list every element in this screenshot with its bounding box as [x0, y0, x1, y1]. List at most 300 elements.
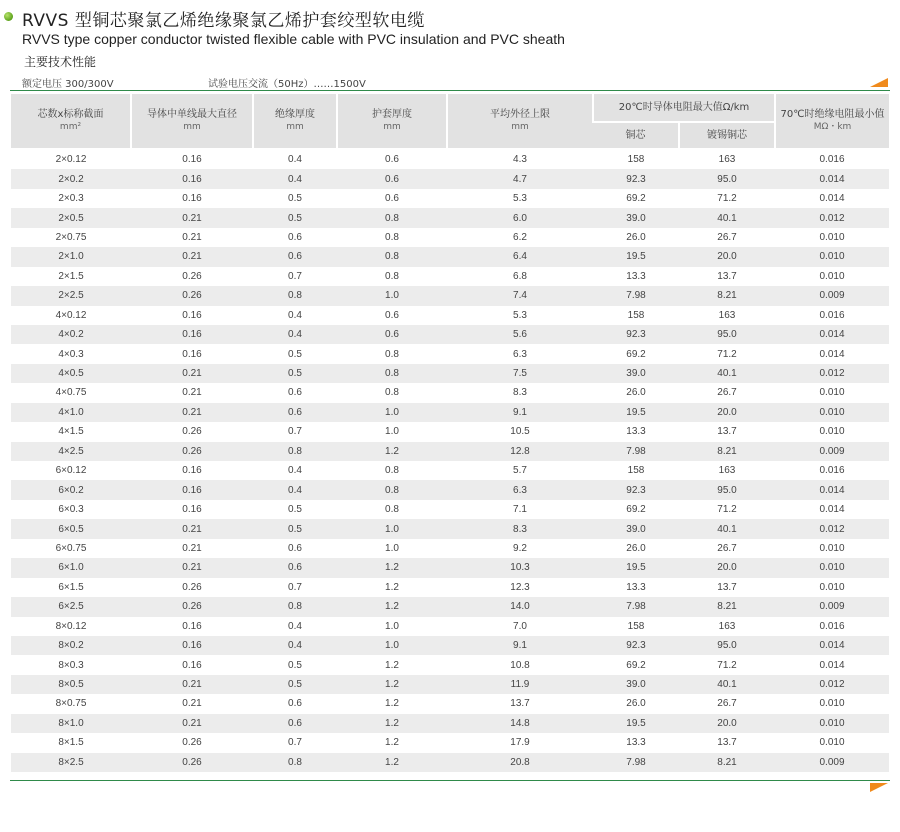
- table-cell: 1.2: [337, 558, 447, 577]
- table-cell: 26.7: [717, 542, 737, 554]
- table-cell: 92.3: [593, 480, 679, 499]
- table-cell: 2×0.75: [55, 231, 87, 243]
- spec-heading: 主要技术性能: [24, 55, 97, 69]
- table-cell: 95.0: [679, 325, 775, 344]
- table-cell: 10.8: [510, 659, 530, 671]
- table-cell: 1.0: [385, 426, 399, 438]
- header-conductor-resistance: 20℃时导体电阻最大值Ω/km: [593, 94, 775, 122]
- table-cell: 13.7: [717, 581, 737, 593]
- orange-triangle-icon: [870, 78, 888, 87]
- table-cell: 69.2: [626, 348, 646, 360]
- table-row: [11, 539, 889, 558]
- table-row: [11, 403, 889, 422]
- table-cell: 0.8: [385, 387, 399, 399]
- page-subtitle: RVVS type copper conductor twisted flexible cable with PVC insulation and PVC sheath: [22, 31, 565, 47]
- table-cell: 0.16: [182, 659, 202, 671]
- table-cell: 2×2.5: [11, 286, 131, 305]
- table-row: [11, 383, 889, 402]
- table-cell: 0.4: [253, 636, 337, 655]
- table-cell: 0.7: [288, 737, 302, 749]
- table-cell: 8.21: [679, 753, 775, 772]
- table-row: [11, 733, 889, 752]
- table-cell: 14.8: [447, 714, 593, 733]
- table-cell: 12.8: [447, 442, 593, 461]
- table-cell: 0.21: [182, 231, 202, 243]
- table-cell: 6.2: [513, 231, 527, 243]
- table-cell: 0.012: [775, 675, 889, 694]
- table-cell: 0.26: [182, 581, 202, 593]
- table-cell: 26.0: [626, 698, 646, 710]
- table-cell: 6×1.0: [11, 558, 131, 577]
- table-cell: 0.014: [819, 193, 845, 205]
- table-cell: 12.3: [510, 581, 530, 593]
- table-cell: 0.16: [182, 154, 202, 166]
- table-cell: 0.26: [182, 737, 202, 749]
- table-cell: 7.98: [593, 442, 679, 461]
- table-cell: 13.3: [626, 270, 646, 282]
- table-cell: 158: [627, 465, 645, 477]
- spec-table: [11, 94, 889, 772]
- table-cell: 0.6: [288, 698, 302, 710]
- table-cell: 0.014: [775, 480, 889, 499]
- table-cell: 0.26: [182, 426, 202, 438]
- table-cell: 0.5: [253, 675, 337, 694]
- table-cell: 0.16: [182, 465, 202, 477]
- table-row: [11, 714, 889, 733]
- table-row: [11, 148, 889, 169]
- table-cell: 0.4: [288, 154, 302, 166]
- table-row: [11, 344, 889, 363]
- table-cell: 0.016: [819, 465, 845, 477]
- table-cell: 0.6: [337, 169, 447, 188]
- table-cell: 1.0: [337, 519, 447, 538]
- table-cell: 19.5: [593, 403, 679, 422]
- table-cell: 71.2: [717, 659, 737, 671]
- table-cell: 6.3: [447, 480, 593, 499]
- table-row: [11, 267, 889, 286]
- table-cell: 0.5: [253, 519, 337, 538]
- orange-triangle-icon: [870, 783, 888, 792]
- table-row: [11, 228, 889, 247]
- table-cell: 0.014: [819, 659, 845, 671]
- table-cell: 0.21: [131, 675, 253, 694]
- table-cell: 4×1.0: [11, 403, 131, 422]
- table-cell: 0.16: [182, 504, 202, 516]
- header-tinned-copper: 镀锡铜芯: [679, 122, 775, 148]
- table-cell: 4.3: [513, 154, 527, 166]
- table-cell: 20.0: [679, 403, 775, 422]
- table-cell: 4×0.12: [55, 309, 87, 321]
- table-cell: 0.6: [385, 309, 399, 321]
- table-cell: 8×0.2: [11, 636, 131, 655]
- table-cell: 0.8: [337, 247, 447, 266]
- table-row: [11, 558, 889, 577]
- table-cell: 8×0.12: [55, 620, 87, 632]
- table-cell: 0.010: [819, 698, 845, 710]
- table-cell: 71.2: [717, 348, 737, 360]
- table-cell: 0.016: [819, 309, 845, 321]
- table-cell: 11.9: [447, 675, 593, 694]
- table-cell: 0.26: [131, 597, 253, 616]
- header-wire-diameter: 导体中单线最大直径 mm: [131, 94, 253, 148]
- table-cell: 0.8: [337, 480, 447, 499]
- table-cell: 26.0: [626, 231, 646, 243]
- table-cell: 7.98: [593, 753, 679, 772]
- table-cell: 0.010: [819, 737, 845, 749]
- table-cell: 8.21: [679, 597, 775, 616]
- table-cell: 7.98: [593, 597, 679, 616]
- table-cell: 39.0: [593, 364, 679, 383]
- table-cell: 0.5: [288, 193, 302, 205]
- table-cell: 40.1: [679, 208, 775, 227]
- table-cell: 163: [718, 154, 736, 166]
- table-row: [11, 461, 889, 480]
- table-cell: 0.21: [182, 698, 202, 710]
- table-cell: 158: [627, 154, 645, 166]
- table-cell: 0.8: [337, 364, 447, 383]
- table-cell: 0.6: [288, 387, 302, 399]
- table-cell: 0.8: [385, 348, 399, 360]
- table-cell: 2×0.3: [58, 193, 84, 205]
- table-row: [11, 500, 889, 519]
- table-cell: 4×0.2: [11, 325, 131, 344]
- table-cell: 1.2: [337, 753, 447, 772]
- table-cell: 7.98: [593, 286, 679, 305]
- table-cell: 9.1: [447, 403, 593, 422]
- table-cell: 40.1: [679, 519, 775, 538]
- table-cell: 71.2: [717, 193, 737, 205]
- table-cell: 8.21: [679, 442, 775, 461]
- table-row: [11, 617, 889, 636]
- table-cell: 8×0.5: [11, 675, 131, 694]
- table-cell: 26.7: [717, 698, 737, 710]
- table-cell: 1.2: [337, 597, 447, 616]
- table-cell: 0.21: [131, 208, 253, 227]
- table-cell: 5.7: [513, 465, 527, 477]
- table-cell: 1.2: [385, 737, 399, 749]
- table-cell: 0.21: [131, 364, 253, 383]
- table-cell: 2×1.0: [11, 247, 131, 266]
- table-cell: 0.26: [131, 442, 253, 461]
- table-cell: 0.8: [253, 442, 337, 461]
- table-cell: 13.3: [626, 737, 646, 749]
- table-cell: 13.7: [717, 737, 737, 749]
- top-divider: [10, 90, 890, 91]
- table-cell: 0.6: [385, 193, 399, 205]
- table-cell: 5.3: [513, 193, 527, 205]
- table-cell: 0.010: [775, 403, 889, 422]
- header-insulation: 绝缘厚度 mm: [253, 94, 337, 148]
- table-cell: 0.8: [385, 270, 399, 282]
- table-cell: 0.014: [819, 348, 845, 360]
- table-cell: 10.5: [510, 426, 530, 438]
- spec-line: [22, 75, 366, 90]
- table-cell: 7.4: [447, 286, 593, 305]
- table-cell: 0.8: [337, 208, 447, 227]
- table-cell: 0.26: [131, 286, 253, 305]
- table-cell: 163: [718, 620, 736, 632]
- table-cell: 0.4: [253, 480, 337, 499]
- table-cell: 1.0: [337, 403, 447, 422]
- table-cell: 0.4: [288, 620, 302, 632]
- table-cell: 163: [718, 465, 736, 477]
- table-cell: 19.5: [593, 247, 679, 266]
- table-row: [11, 519, 889, 538]
- table-cell: 0.5: [288, 504, 302, 516]
- table-cell: 0.21: [131, 714, 253, 733]
- table-cell: 7.0: [513, 620, 527, 632]
- table-cell: 1.0: [385, 542, 399, 554]
- table-cell: 1.2: [385, 581, 399, 593]
- table-cell: 39.0: [593, 208, 679, 227]
- table-cell: 0.16: [182, 348, 202, 360]
- table-row: [11, 422, 889, 441]
- table-cell: 8×1.0: [11, 714, 131, 733]
- table-cell: 4.7: [447, 169, 593, 188]
- table-cell: 0.16: [131, 169, 253, 188]
- table-cell: 1.2: [337, 442, 447, 461]
- table-row: [11, 694, 889, 713]
- table-cell: 17.9: [510, 737, 530, 749]
- table-cell: 13.3: [626, 581, 646, 593]
- table-cell: 0.014: [775, 325, 889, 344]
- header-cores: 芯数x标称截面 mm²: [11, 94, 131, 148]
- page-title: RVVS 型铜芯聚氯乙烯绝缘聚氯乙烯护套绞型软电缆: [22, 11, 425, 31]
- table-cell: 0.012: [775, 364, 889, 383]
- table-cell: 6.8: [513, 270, 527, 282]
- table-row: [11, 364, 889, 383]
- table-row: [11, 597, 889, 616]
- table-cell: 0.010: [819, 387, 845, 399]
- table-cell: 8×0.75: [55, 698, 87, 710]
- table-cell: 0.7: [288, 270, 302, 282]
- table-cell: 2×0.12: [55, 154, 87, 166]
- table-row: [11, 655, 889, 674]
- table-cell: 0.5: [288, 659, 302, 671]
- table-row: [11, 247, 889, 266]
- table-cell: 19.5: [593, 714, 679, 733]
- header-outer-diameter: 平均外径上限 mm: [447, 94, 593, 148]
- table-cell: 95.0: [679, 480, 775, 499]
- table-cell: 4×2.5: [11, 442, 131, 461]
- table-cell: 8×2.5: [11, 753, 131, 772]
- table-cell: 1.0: [337, 636, 447, 655]
- table-cell: 0.4: [288, 309, 302, 321]
- table-cell: 13.7: [717, 270, 737, 282]
- table-cell: 6.0: [447, 208, 593, 227]
- table-cell: 20.0: [679, 714, 775, 733]
- table-row: [11, 306, 889, 325]
- table-cell: 0.8: [385, 231, 399, 243]
- table-cell: 69.2: [626, 504, 646, 516]
- table-cell: 2×1.5: [58, 270, 84, 282]
- table-cell: 0.21: [182, 387, 202, 399]
- table-cell: 0.5: [253, 208, 337, 227]
- table-row: [11, 169, 889, 188]
- table-cell: 9.2: [513, 542, 527, 554]
- table-cell: 0.7: [288, 581, 302, 593]
- table-cell: 6×0.12: [55, 465, 87, 477]
- table-cell: 40.1: [679, 364, 775, 383]
- table-cell: 0.014: [819, 504, 845, 516]
- table-cell: 0.6: [253, 714, 337, 733]
- table-cell: 26.7: [717, 387, 737, 399]
- table-cell: 39.0: [593, 519, 679, 538]
- table-cell: 13.3: [626, 426, 646, 438]
- table-cell: 8.3: [447, 519, 593, 538]
- table-cell: 95.0: [679, 636, 775, 655]
- table-cell: 8.3: [513, 387, 527, 399]
- table-cell: 20.8: [447, 753, 593, 772]
- table-cell: 6.4: [447, 247, 593, 266]
- table-cell: 6×1.5: [58, 581, 84, 593]
- table-cell: 0.012: [775, 519, 889, 538]
- table-cell: 92.3: [593, 169, 679, 188]
- table-cell: 0.21: [131, 558, 253, 577]
- table-cell: 6×0.2: [11, 480, 131, 499]
- table-cell: 158: [627, 309, 645, 321]
- table-cell: 6×0.75: [55, 542, 87, 554]
- table-cell: 0.4: [253, 325, 337, 344]
- table-cell: 0.010: [819, 231, 845, 243]
- table-cell: 158: [627, 620, 645, 632]
- table-cell: 8×1.5: [58, 737, 84, 749]
- table-cell: 1.2: [385, 659, 399, 671]
- table-cell: 0.010: [775, 714, 889, 733]
- table-cell: 0.4: [288, 465, 302, 477]
- table-cell: 13.7: [510, 698, 530, 710]
- table-cell: 0.010: [819, 426, 845, 438]
- table-cell: 2×0.5: [11, 208, 131, 227]
- table-cell: 0.6: [288, 231, 302, 243]
- table-cell: 40.1: [679, 675, 775, 694]
- table-cell: 0.16: [182, 309, 202, 321]
- table-cell: 0.5: [288, 348, 302, 360]
- table-cell: 5.6: [447, 325, 593, 344]
- table-cell: 71.2: [717, 504, 737, 516]
- table-cell: 6.3: [513, 348, 527, 360]
- table-cell: 0.009: [775, 442, 889, 461]
- table-row: [11, 189, 889, 208]
- table-cell: 8×0.3: [58, 659, 84, 671]
- table-row: [11, 753, 889, 772]
- table-row: [11, 636, 889, 655]
- table-cell: 1.0: [337, 286, 447, 305]
- table-cell: 0.012: [775, 208, 889, 227]
- table-cell: 6×2.5: [11, 597, 131, 616]
- table-cell: 0.16: [131, 480, 253, 499]
- table-cell: 0.4: [253, 169, 337, 188]
- table-cell: 26.0: [626, 542, 646, 554]
- header-copper: 铜芯: [593, 122, 679, 148]
- table-cell: 92.3: [593, 325, 679, 344]
- table-cell: 2×0.2: [11, 169, 131, 188]
- table-cell: 8.21: [679, 286, 775, 305]
- table-cell: 0.010: [775, 558, 889, 577]
- table-cell: 26.7: [717, 231, 737, 243]
- table-cell: 0.010: [819, 542, 845, 554]
- table-cell: 0.6: [337, 325, 447, 344]
- table-cell: 0.21: [131, 519, 253, 538]
- table-cell: 0.16: [131, 636, 253, 655]
- table-cell: 5.3: [513, 309, 527, 321]
- table-cell: 0.009: [775, 753, 889, 772]
- bottom-divider: [10, 780, 890, 781]
- table-cell: 13.7: [717, 426, 737, 438]
- table-cell: 4×0.3: [58, 348, 84, 360]
- table-cell: 0.014: [775, 169, 889, 188]
- table-cell: 7.1: [513, 504, 527, 516]
- table-cell: 1.2: [337, 714, 447, 733]
- table-cell: 0.26: [131, 753, 253, 772]
- table-cell: 0.26: [182, 270, 202, 282]
- table-row: [11, 286, 889, 305]
- table-cell: 0.16: [131, 325, 253, 344]
- table-cell: 1.0: [385, 620, 399, 632]
- table-cell: 0.6: [253, 558, 337, 577]
- table-cell: 0.010: [819, 581, 845, 593]
- bullet-dot-icon: [4, 12, 13, 21]
- table-cell: 0.6: [253, 403, 337, 422]
- table-cell: 0.014: [775, 636, 889, 655]
- table-cell: 4×1.5: [58, 426, 84, 438]
- table-cell: 0.5: [253, 364, 337, 383]
- table-cell: 0.6: [385, 154, 399, 166]
- table-cell: 69.2: [626, 193, 646, 205]
- table-cell: 0.016: [819, 154, 845, 166]
- table-cell: 39.0: [593, 675, 679, 694]
- table-cell: 0.16: [182, 620, 202, 632]
- table-cell: 1.2: [337, 675, 447, 694]
- table-row: [11, 480, 889, 499]
- table-cell: 19.5: [593, 558, 679, 577]
- table-cell: 95.0: [679, 169, 775, 188]
- table-cell: 4×0.75: [55, 387, 87, 399]
- table-cell: 0.8: [253, 597, 337, 616]
- table-cell: 7.5: [447, 364, 593, 383]
- table-cell: 0.6: [288, 542, 302, 554]
- test-voltage: 试验电压交流（50Hz）……1500V: [208, 79, 366, 90]
- table-cell: 26.0: [626, 387, 646, 399]
- table-row: [11, 578, 889, 597]
- table-row: [11, 442, 889, 461]
- table-cell: 6×0.5: [11, 519, 131, 538]
- table-cell: 69.2: [626, 659, 646, 671]
- header-sheath: 护套厚度 mm: [337, 94, 447, 148]
- table-body: [11, 148, 889, 772]
- table-header: [11, 94, 889, 148]
- table-cell: 0.010: [819, 270, 845, 282]
- header-insulation-resistance: 70℃时绝缘电阻最小值 MΩ・km: [775, 94, 889, 148]
- table-cell: 0.6: [253, 247, 337, 266]
- table-cell: 20.0: [679, 247, 775, 266]
- table-cell: 6×0.3: [58, 504, 84, 516]
- table-cell: 4×0.5: [11, 364, 131, 383]
- table-cell: 0.8: [253, 753, 337, 772]
- table-cell: 0.010: [775, 247, 889, 266]
- table-cell: 14.0: [447, 597, 593, 616]
- table-row: [11, 675, 889, 694]
- table-cell: 0.8: [385, 465, 399, 477]
- table-cell: 20.0: [679, 558, 775, 577]
- table-cell: 0.009: [775, 286, 889, 305]
- table-cell: 0.7: [288, 426, 302, 438]
- table-cell: 92.3: [593, 636, 679, 655]
- table-cell: 0.16: [182, 193, 202, 205]
- table-cell: 1.2: [385, 698, 399, 710]
- table-row: [11, 325, 889, 344]
- table-cell: 0.8: [385, 504, 399, 516]
